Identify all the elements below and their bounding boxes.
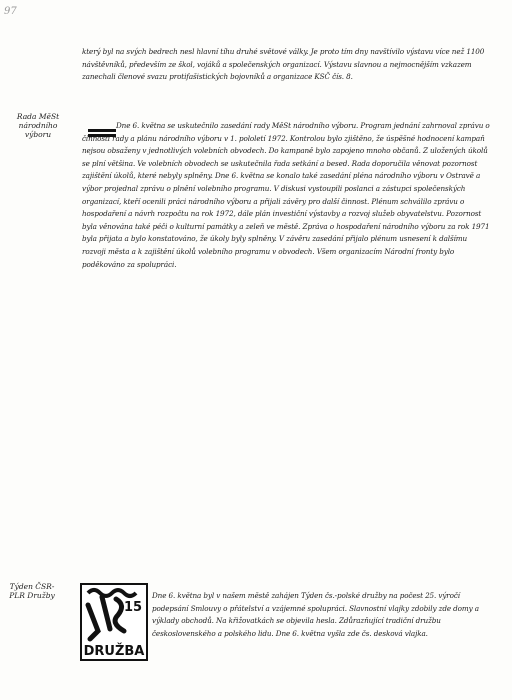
druzba-logo	[80, 583, 148, 661]
paragraph-council-meeting	[82, 120, 492, 271]
paragraph-friendship-week	[152, 590, 492, 640]
paragraph-1-text: který byl na svých bedrech nesl hlavní tíhu druhé světové války. Je proto tím dny navštívilo výstavu více než 1100 návštěvníků, především ze škol, vojáků a společenských organizací. Výstavu slavnou a nejmocnějším vzkazem zanechali členové svazu protifašistických bojovníků a organizace KSČ čís. 8.	[82, 47, 485, 82]
paragraph-2-text: Dne 6. května se uskutečnilo zasedání rady MěSt národního výboru. Program jednání zahrnoval zprávu o činnosti rady a plánu národního výboru v 1. pololetí 1972. Kontrolou bylo zjištěno, že úspěšné hodnocení kampaň nejsou obsaženy v jednotlivých volebních obvodech. Do kampaně bylo zapojeno mnoho občanů. Z uložených úkolů se plní většina. Ve volebních obvodech se uskutečnila řada setkání a besed. Rada doporučila věnovat pozornost zajištění úkolů, které nebyly splněny. Dne 6. května se konalo také zasedání pléna národního výboru v Ostravě a výbor projednal zprávu o plnění volebního programu. V diskusi vystoupili poslanci a zástupci společenských organizací, kteří ocenili práci národního výboru a přijali závěry pro další činnost. Plénum schválilo zprávu o hospodaření a návrh rozpočtu na rok 1972, dále plán investiční výstavby a rozvoj služeb obyvatelstvu. Pozornost byla věnována také péči o kulturní památky a zeleň ve městě. Zpráva o hospodaření národního výboru za rok 1971 byla přijata a bylo konstatováno, že úkoly byly splněny. V závěru zasedání přijalo plénum usnesení k dalšímu rozvoji města a k zajištění úkolů volebního programu v obvodech. Všem organizacím Národní fronty bylo poděkováno za spolupráci.	[82, 121, 490, 269]
logo-label: DRUŽBA	[83, 644, 145, 659]
page-number-mark: 97	[4, 6, 17, 17]
margin-note-council: Rada MěSt národního výboru	[16, 112, 60, 139]
paragraph-exhibition	[82, 46, 492, 84]
paragraph-3-text: Dne 6. května byl v našem městě zahájen Týden čs.-polské družby na počest 25. výročí podepsání Smlouvy o přátelství a vzájemné spolupráci. Slavnostní vlajky zdobily zde domy a výklady obchodů. Na křižovatkách se objevila hesla. Zdůrazňující tradiční družbu československého a polského lidu. Dne 6. května vyšla zde čs. desková vlajka.	[152, 591, 479, 638]
logo-number: 15	[124, 600, 143, 615]
margin-note-friendship-week: Týden ČSR-PLR Družby	[9, 582, 55, 600]
